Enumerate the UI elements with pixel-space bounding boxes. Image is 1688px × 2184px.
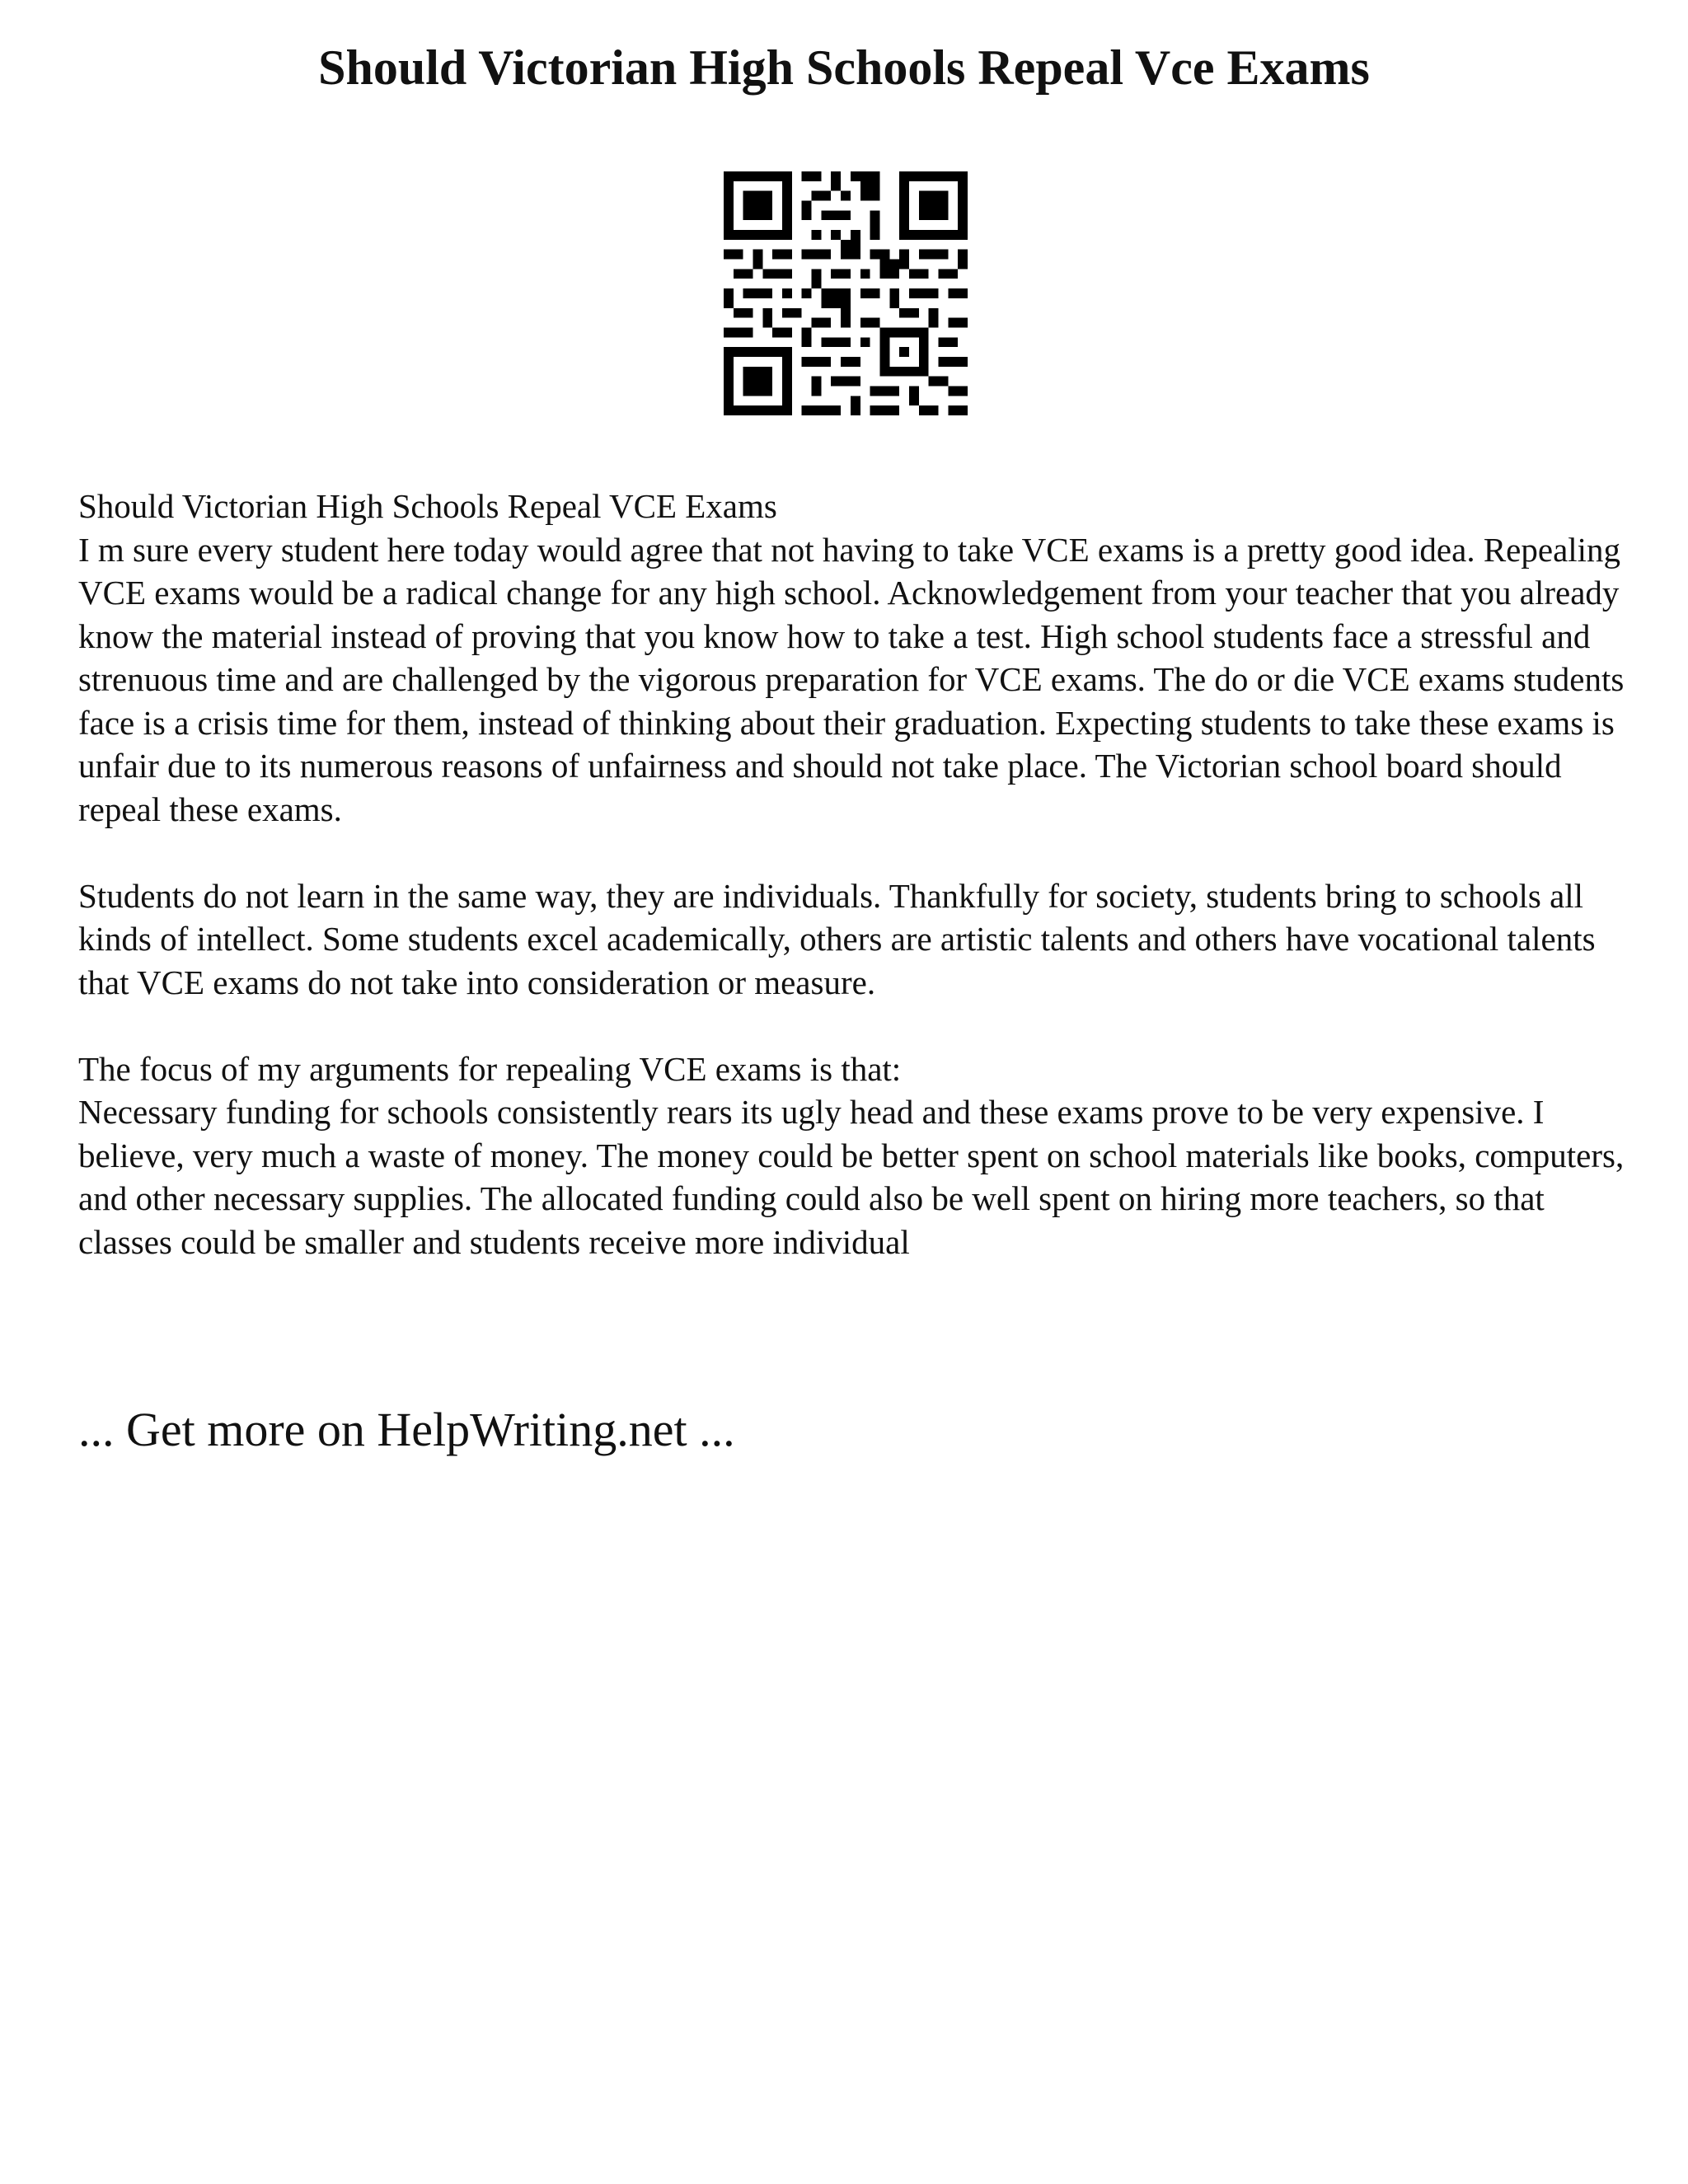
document-body	[78, 485, 1628, 1263]
document-heading: Should Victorian High Schools Repeal VCE Exams	[78, 487, 777, 525]
paragraph-funding: Necessary funding for schools consistently rears its ugly head and these exams prove to be very expensive. I believe, very much a waste of money. The money could be better spent on school materials like books, computers, and other necessary supplies. The allocated funding could also be well spent on hiring more teachers, so that classes could be smaller and students receive more individual	[78, 1093, 1625, 1261]
document-title: Should Victorian High Schools Repeal Vce Exams	[318, 40, 1370, 95]
qr-code-icon	[724, 171, 968, 415]
paragraph-gap	[78, 1004, 1628, 1047]
get-more-link[interactable]: ... Get more on HelpWriting.net ...	[78, 1403, 735, 1456]
paragraph-focus: The focus of my arguments for repealing VCE exams is that:	[78, 1049, 902, 1088]
paragraph-learning: Students do not learn in the same way, they are individuals. Thankfully for society, students bring to schools all kinds of intellect. Some students excel academically, others are artistic talents and others have vocational talents that VCE exams do not take into consideration or measure.	[78, 876, 1596, 1001]
paragraph-gap	[78, 831, 1628, 874]
paragraph-intro: I m sure every student here today would agree that not having to take VCE exams is a pretty good idea. Repealing VCE exams would be a radical change for any high school. Acknowledgement from your teacher that you already know the material instead of proving that you know how to take a test. High school students face a stressful and strenuous time and are challenged by the vigorous preparation for VCE exams. The do or die VCE exams students face is a crisis time for them, instead of thinking about their graduation. Expecting students to take these exams is unfair due to its numerous reasons of unfairness and should not take place. The Victorian school board should repeal these exams.	[78, 530, 1625, 828]
